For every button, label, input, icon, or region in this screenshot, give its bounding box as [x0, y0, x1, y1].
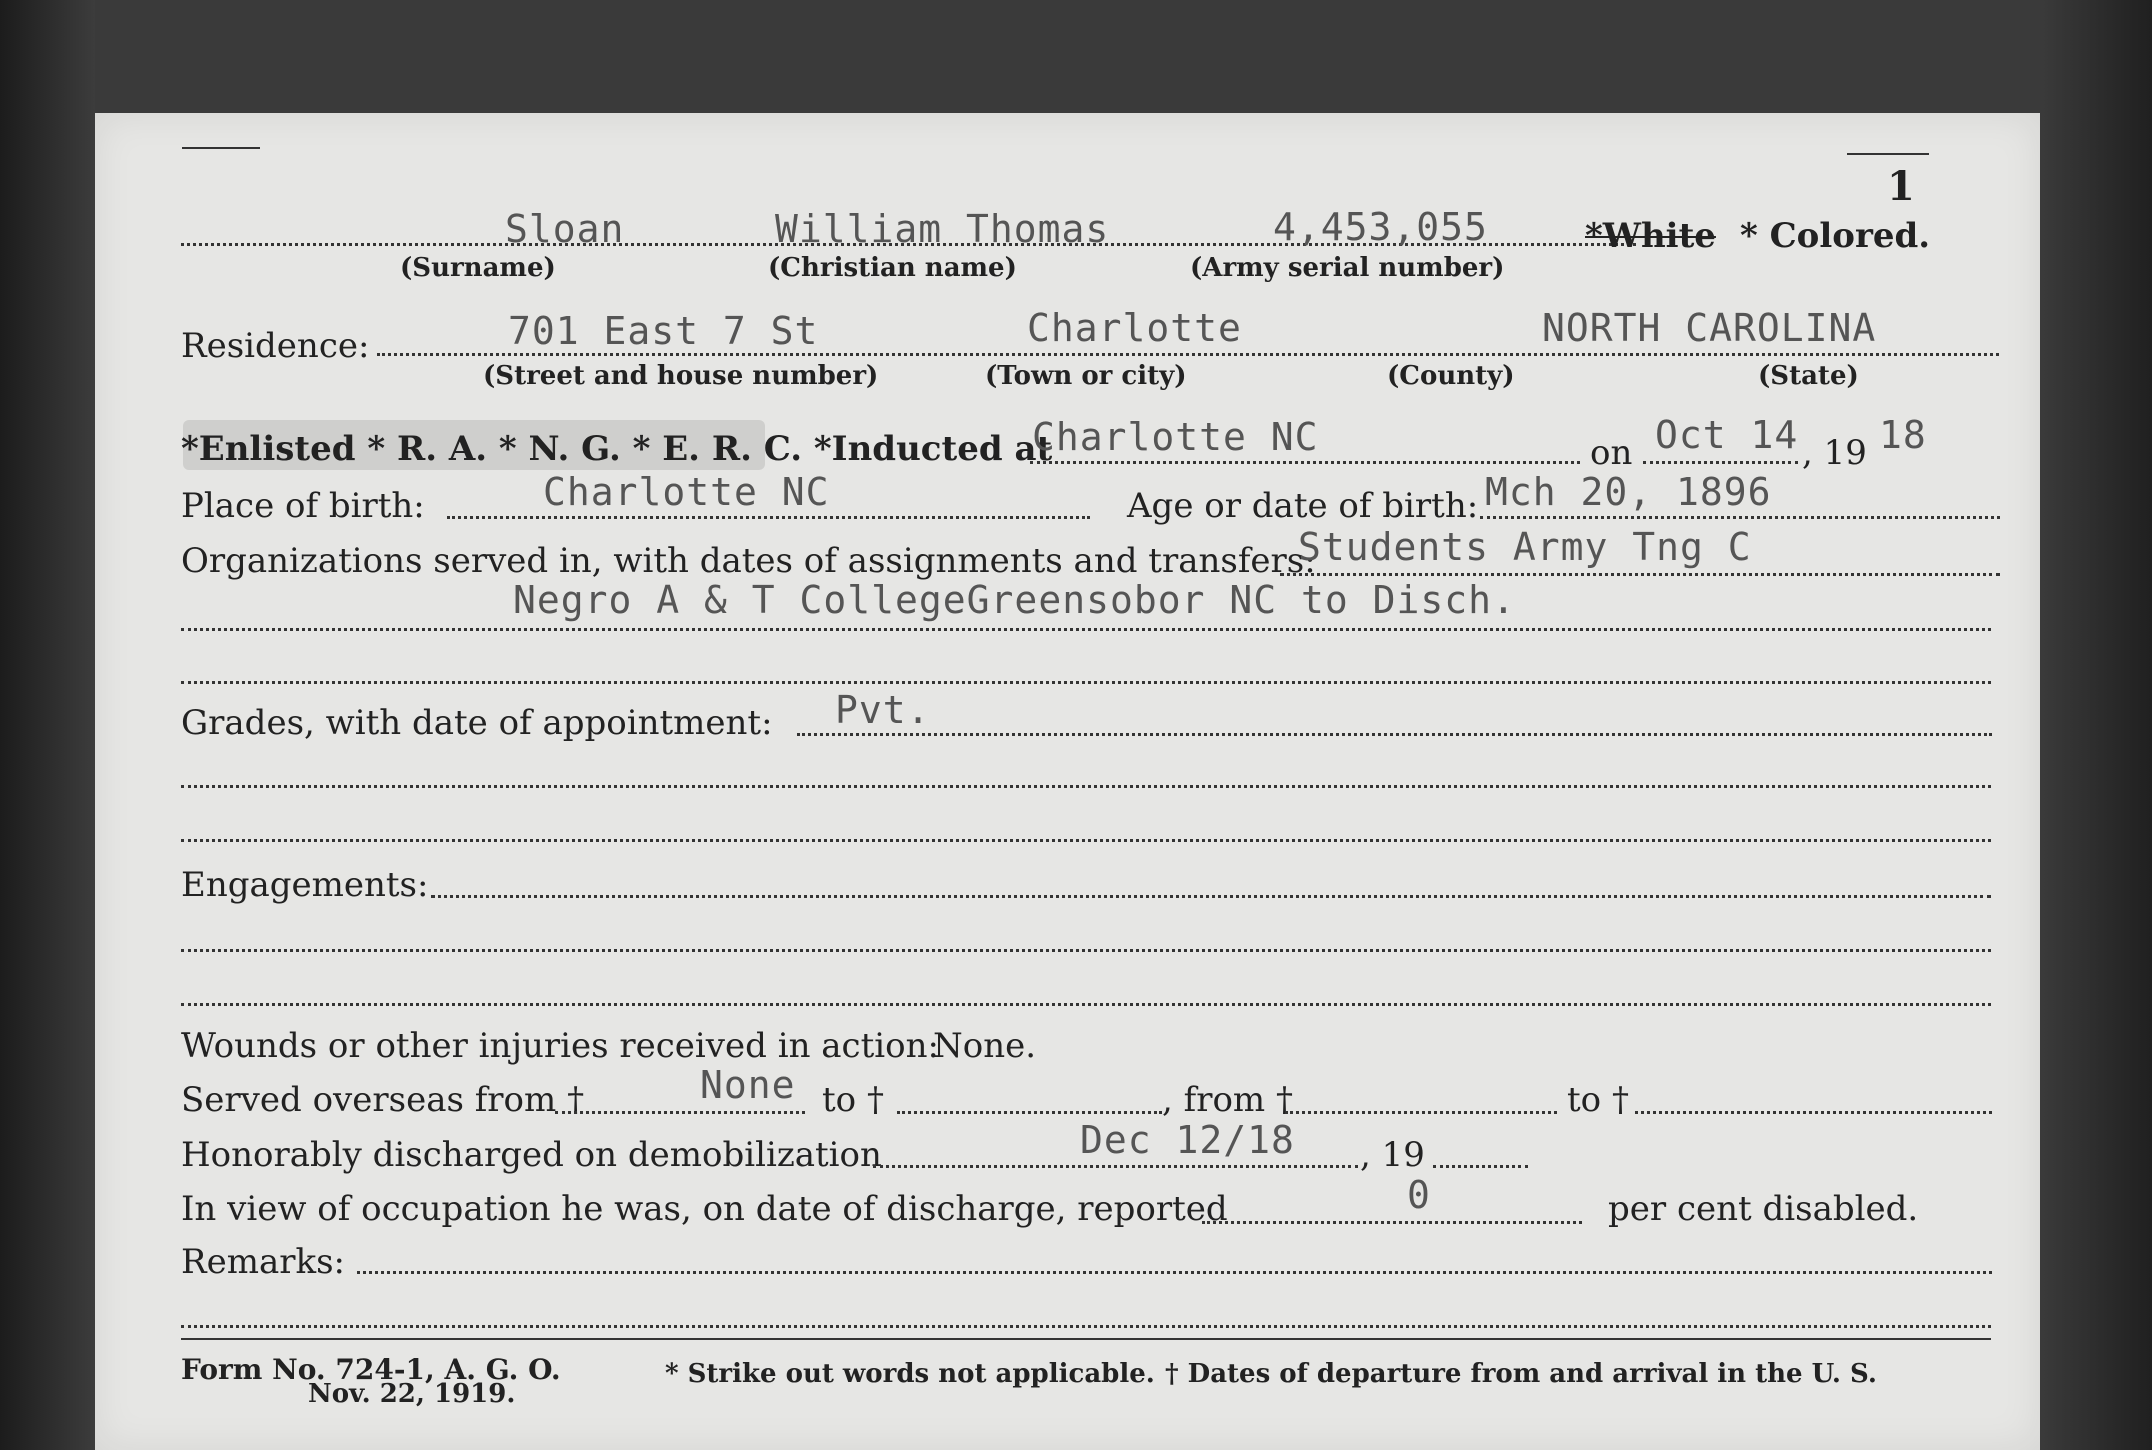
date-of-birth-value: Mch 20, 1896: [1485, 470, 1772, 514]
discharged-year-prefix: , 19: [1360, 1135, 1425, 1175]
engagements-line-3: [181, 1003, 1991, 1006]
engagements-line-2: [181, 949, 1991, 952]
overseas-to2-label: to †: [1567, 1080, 1629, 1120]
age-label: Age or date of birth:: [1127, 486, 1479, 526]
county-caption: (County): [1387, 361, 1515, 391]
page-number: 1: [1887, 163, 1915, 210]
grades-value: Pvt.: [835, 688, 931, 732]
town-value: Charlotte: [1027, 306, 1242, 350]
remarks-label: Remarks:: [181, 1242, 345, 1282]
colored-option: * Colored.: [1740, 216, 1931, 256]
organizations-line-1: [1280, 573, 2000, 576]
white-option: *White: [1585, 216, 1716, 256]
serial-caption: (Army serial number): [1190, 253, 1505, 283]
street-value: 701 East 7 St: [508, 309, 819, 353]
place-of-birth-label: Place of birth:: [181, 486, 425, 526]
overseas-from2-label: , from †: [1162, 1080, 1293, 1120]
discharged-value: Dec 12/18: [1080, 1118, 1295, 1162]
overseas-to-label: to †: [822, 1080, 884, 1120]
organizations-value-2: Negro A & T CollegeGreensobor NC to Disch.: [513, 578, 1516, 622]
overseas-value: None: [700, 1063, 796, 1107]
organizations-line-3: [181, 681, 1991, 684]
state-caption: (State): [1758, 361, 1859, 391]
residence-line: [377, 353, 1999, 356]
form-date: Nov. 22, 1919.: [308, 1379, 516, 1409]
engagements-label: Engagements:: [181, 865, 429, 905]
christian-name-value: William Thomas: [775, 207, 1110, 251]
scan-border-left: [0, 0, 95, 1450]
inducted-year-prefix: , 19: [1802, 433, 1867, 473]
disability-line: [1202, 1221, 1582, 1224]
inducted-date-value: Oct 14: [1655, 413, 1799, 457]
inducted-date-line: [1643, 461, 1798, 464]
town-caption: (Town or city): [985, 361, 1187, 391]
disability-suffix: per cent disabled.: [1608, 1189, 1919, 1229]
discharged-label: Honorably discharged on demobilization: [181, 1135, 882, 1175]
dates-note: † Dates of departure from and arrival in the U. S.: [1165, 1359, 1877, 1389]
organizations-line-2: [181, 628, 1991, 631]
organizations-label: Organizations served in, with dates of assignments and transfers:: [181, 541, 1316, 581]
surname-value: Sloan: [505, 207, 625, 251]
remarks-line-2: [181, 1325, 1991, 1328]
footer-rule: [181, 1338, 1991, 1340]
overseas-label: Served overseas from †: [181, 1080, 585, 1120]
organizations-value-1: Students Army Tng C: [1298, 525, 1752, 569]
strike-note: * Strike out words not applicable.: [665, 1359, 1155, 1389]
disability-label: In view of occupation he was, on date of discharge, reported: [181, 1189, 1228, 1229]
inducted-place-value: Charlotte NC: [1032, 415, 1319, 459]
wounds-label: Wounds or other injuries received in action:: [181, 1026, 939, 1066]
overseas-from2-line: [1285, 1111, 1557, 1114]
on-label: on: [1590, 433, 1633, 473]
disability-value: 0: [1407, 1173, 1431, 1217]
wounds-value: None.: [933, 1026, 1037, 1066]
inducted-place-line: [1030, 461, 1580, 464]
place-of-birth-line: [447, 516, 1090, 519]
service-record-card: [95, 113, 2040, 1450]
overseas-to2-line: [1635, 1111, 1992, 1114]
inducted-year-value: 18: [1879, 413, 1927, 457]
engagements-line-1: [431, 895, 1991, 898]
discharged-line: [873, 1165, 1358, 1168]
top-right-rule: [1847, 153, 1929, 155]
residence-label: Residence:: [181, 326, 370, 366]
street-caption: (Street and house number): [483, 361, 879, 391]
form-number: Form No. 724-1, A. G. O.: [181, 1353, 561, 1386]
discharged-year-line: [1433, 1165, 1528, 1168]
grades-line-2: [181, 785, 1991, 788]
enlisted-label: *Enlisted * R. A. * N. G. * E. R. C. *Inducted at: [181, 429, 1053, 469]
surname-caption: (Surname): [400, 253, 556, 283]
age-line: [1480, 516, 2000, 519]
place-of-birth-value: Charlotte NC: [543, 470, 830, 514]
overseas-to-line: [897, 1111, 1162, 1114]
scan-border-right: [2042, 0, 2152, 1450]
grades-line-1: [797, 733, 1992, 736]
state-value: NORTH CAROLINA: [1542, 306, 1877, 350]
grades-label: Grades, with date of appointment:: [181, 703, 773, 743]
christian-name-caption: (Christian name): [768, 253, 1017, 283]
top-left-rule: [182, 147, 260, 149]
serial-number-value: 4,453,055: [1273, 205, 1488, 249]
overseas-from-line: [555, 1111, 805, 1114]
remarks-line-1: [357, 1271, 1992, 1274]
grades-line-3: [181, 839, 1991, 842]
